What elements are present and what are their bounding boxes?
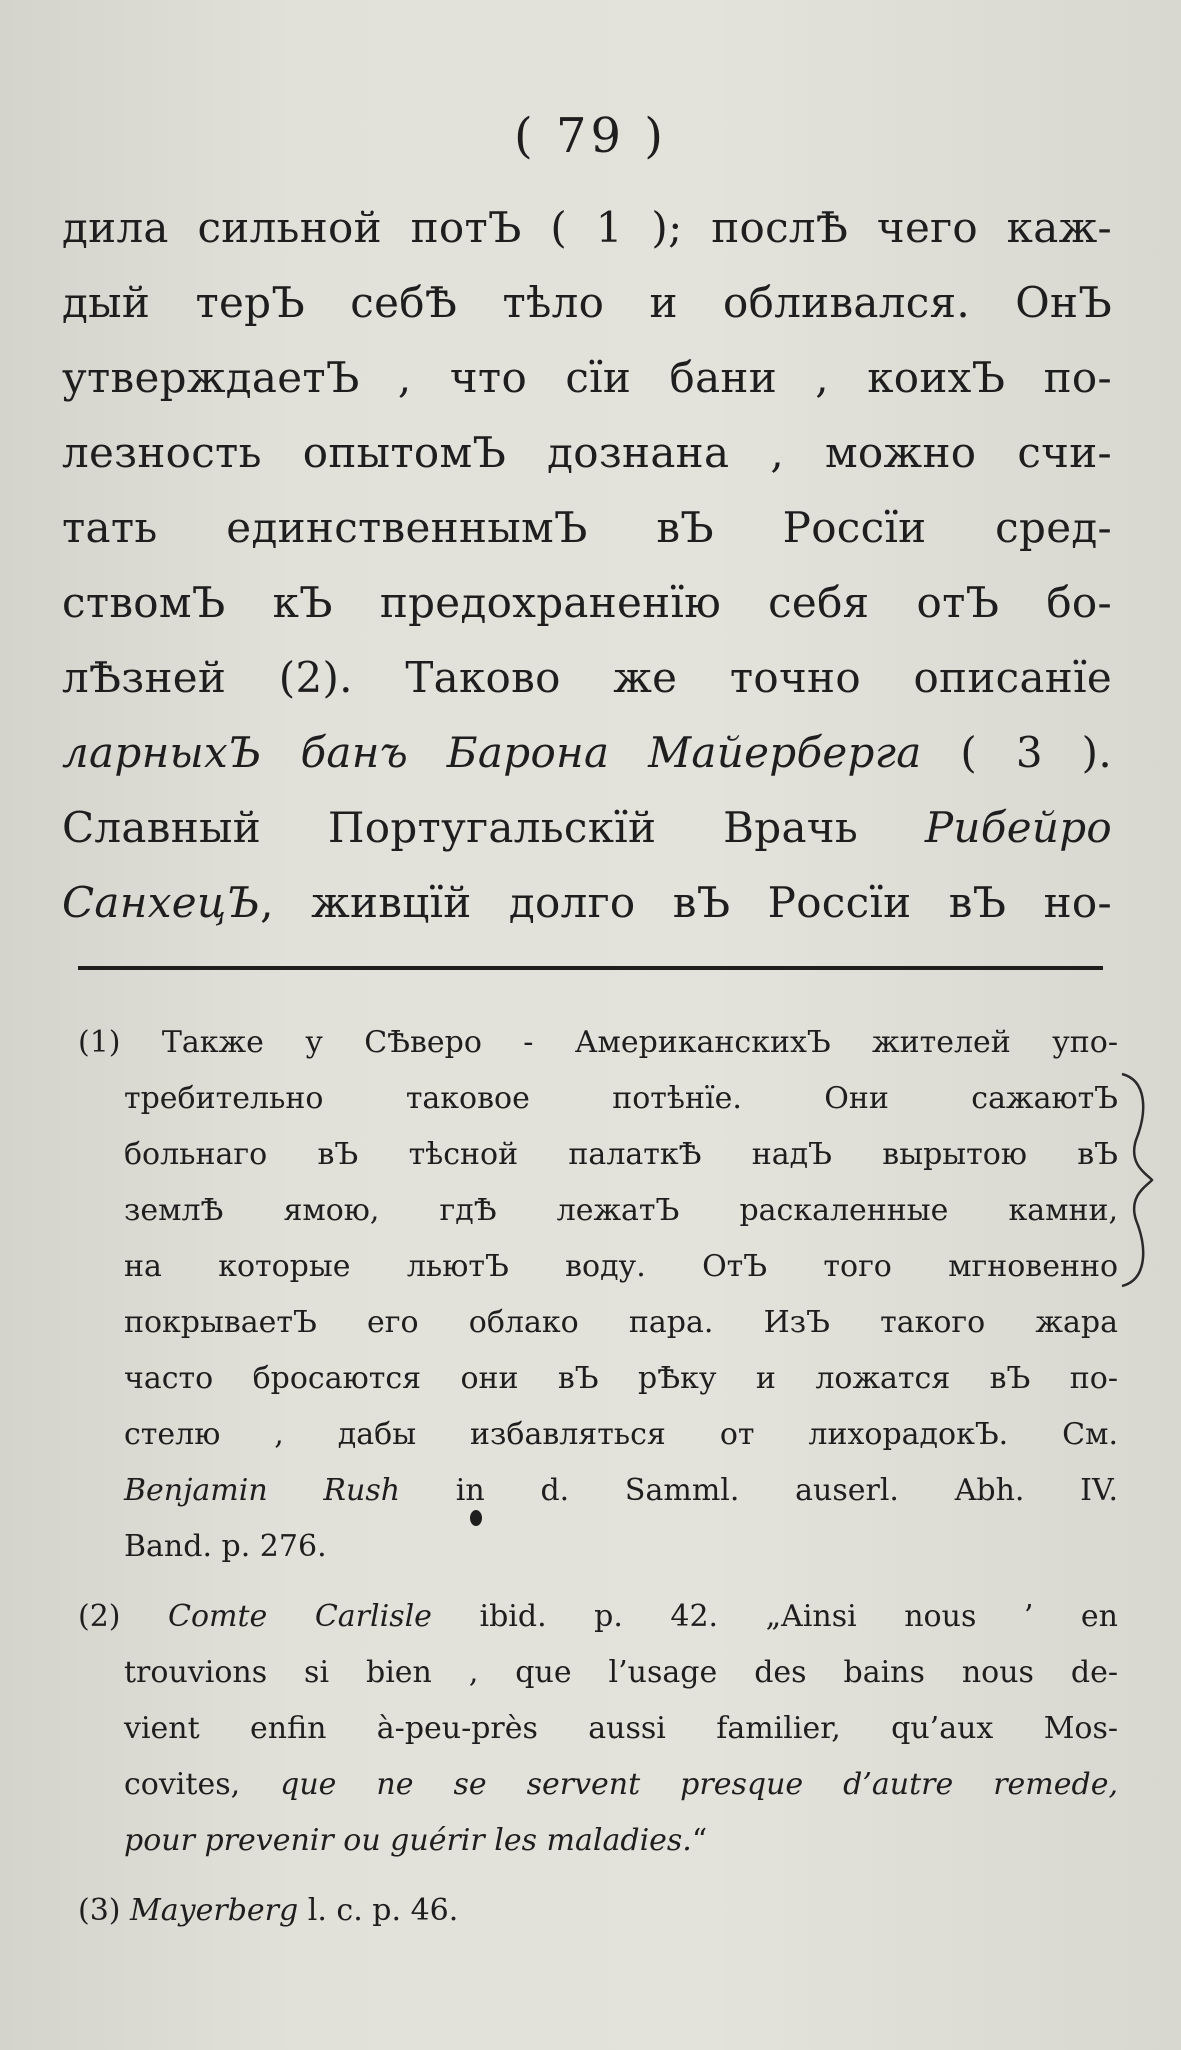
italic-name: СанхецЪ	[62, 878, 261, 927]
footnote-line: на которые льютЪ воду. ОтЪ того мгновенно	[124, 1249, 1118, 1284]
footnote-line: требительно таковое потѣнїе. Они сажаютЪ	[124, 1081, 1118, 1116]
text-segment: in d. Samml. auserl. Abh. IV.	[455, 1473, 1118, 1508]
footnotes	[78, 1015, 1118, 1939]
text-line: лѢзней (2). Таково же точно описанїе	[62, 653, 1112, 702]
text-line: тать единственнымЪ вЪ Россїи сред-	[62, 503, 1112, 552]
footnote-line	[78, 1589, 1118, 1645]
main-text	[62, 190, 1112, 940]
footnote-line	[78, 1883, 1118, 1939]
italic-name: Benjamin Rush	[124, 1473, 401, 1508]
ink-blot	[470, 1510, 482, 1526]
italic-name: Рибейро	[924, 803, 1112, 852]
footnote-line: землѢ ямою, гдѢ лежатЪ раскаленные камни,	[124, 1193, 1118, 1228]
text-line: лезность опытомЪ дознана , можно счи-	[62, 428, 1112, 477]
footnote-ref: ( 3 ).	[960, 728, 1112, 777]
text-line	[62, 715, 1112, 790]
page-number: ( 79 )	[513, 108, 668, 164]
italic-name: Mayerberg	[130, 1893, 299, 1928]
footnote-divider	[78, 966, 1103, 970]
footnote-label: (3)	[78, 1893, 121, 1928]
text-line	[62, 790, 1112, 865]
text-line: дый терЪ себѢ тѣло и обливался. ОнЪ	[62, 278, 1112, 327]
text-segment: “	[691, 1823, 708, 1858]
text-line: дила сильной потЪ ( 1 ); послѢ чего каж-	[62, 203, 1112, 252]
handwritten-brace-mark	[1118, 1070, 1158, 1290]
footnote-line: Band. p. 276.	[124, 1529, 327, 1564]
text-line: утверждаетЪ , что сїи бани , коихЪ по-	[62, 353, 1112, 402]
text-segment: Славный Португальскїй Врачь	[62, 803, 859, 852]
italic-phrase: pour prevenir ou guérir les maladies.	[124, 1823, 692, 1858]
footnote-line: часто бросаются они вЪ рѢку и ложатся вЪ по-	[124, 1361, 1118, 1396]
footnote-line: больнаго вЪ тѣсной палаткѢ надЪ вырытою вЪ	[124, 1137, 1118, 1172]
text-line: ствомЪ кЪ предохраненїю себя отЪ бо-	[62, 578, 1112, 627]
text-line	[62, 865, 1112, 940]
italic-name: Comte Carlisle	[168, 1599, 432, 1634]
footnote-line: покрываетЪ его облако пара. ИзЪ такого жара	[124, 1305, 1118, 1340]
text-segment: ibid. p. 42. „Ainsi nous ’ en	[479, 1599, 1118, 1634]
italic-phrase: que ne se servent presque d’autre remede,	[280, 1767, 1118, 1802]
footnote-line: (1) Также у СѢверо - АмериканскихЪ жителей упо-	[78, 1025, 1118, 1060]
footnote-line: trouvions si bien , que l’usage des bains nous de-	[124, 1655, 1118, 1690]
footnote-line: vient enfin à-peu-près aussi familier, qu’aux Mos-	[124, 1711, 1118, 1746]
text-segment: l. c. p. 46.	[307, 1893, 459, 1928]
text-segment: , живцїй долго вЪ Россїи вЪ но-	[260, 878, 1112, 927]
footnote-line	[78, 1463, 1118, 1519]
footnote-line	[78, 1813, 1118, 1869]
footnote-line	[78, 1757, 1118, 1813]
text-segment: covites,	[124, 1767, 241, 1802]
footnote-line: стелю , дабы избавляться от лихорадокЪ. См.	[124, 1417, 1118, 1452]
italic-phrase: ларныхЪ банъ Барона Майерберга	[62, 728, 922, 777]
footnote-label: (2)	[78, 1599, 121, 1634]
